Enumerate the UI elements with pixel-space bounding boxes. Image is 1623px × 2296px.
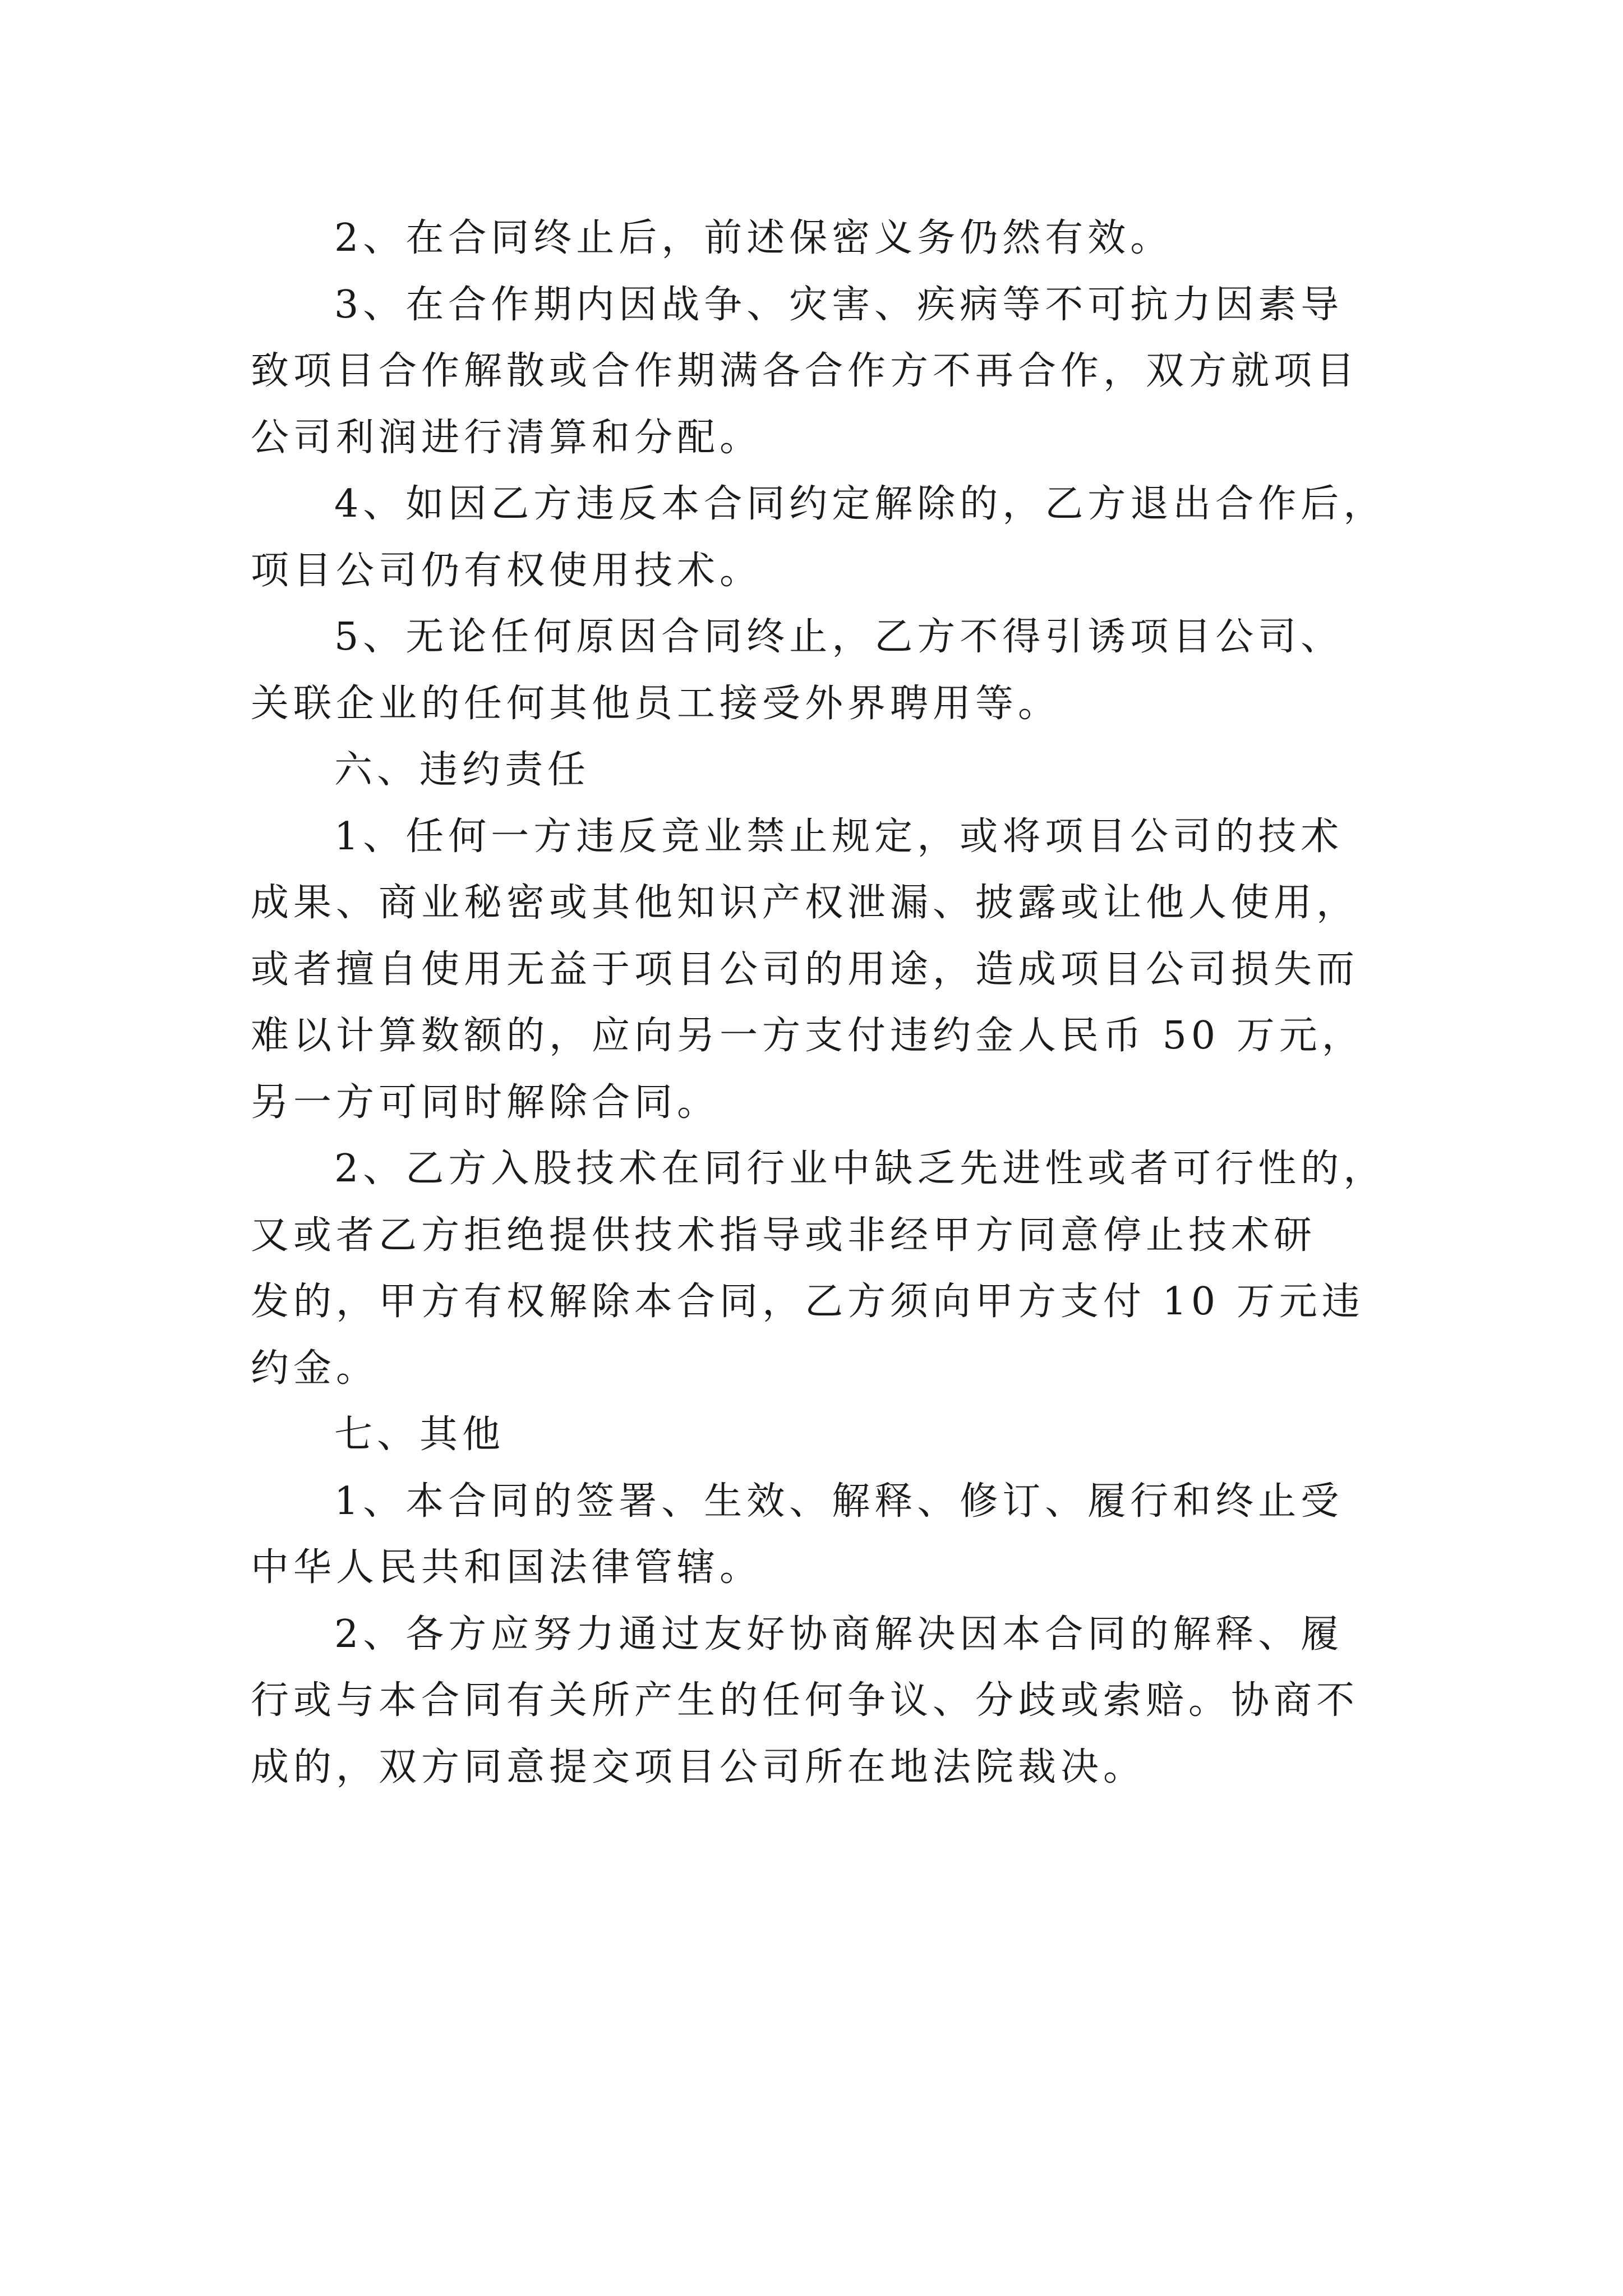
text-line: 行或与本合同有关所产生的任何争议、分歧或索赔。协商不	[251, 1678, 1359, 1723]
text-line: 关联企业的任何其他员工接受外界聘用等。	[251, 681, 1061, 726]
text-line: 5、无论任何原因合同终止，乙方不得引诱项目公司、	[334, 615, 1344, 659]
text-line: 2、在合同终止后，前述保密义务仍然有效。	[334, 216, 1173, 260]
paragraph	[251, 1602, 1384, 1801]
paragraph	[251, 471, 1384, 604]
text-line: 公司利润进行清算和分配。	[251, 415, 763, 460]
text-line: 2、乙方入股技术在同行业中缺乏先进性或者可行性的，	[334, 1147, 1386, 1191]
section-heading	[251, 737, 1384, 804]
text-line: 1、本合同的签署、生效、解释、修订、履行和终止受	[334, 1479, 1344, 1524]
text-line: 六、违约责任	[334, 748, 591, 792]
text-line: 七、其他	[334, 1412, 505, 1457]
text-line: 致项目合作解散或合作期满各合作方不再合作，双方就项目	[251, 349, 1359, 393]
paragraph	[251, 1136, 1384, 1402]
text-line: 3、在合作期内因战争、灾害、疾病等不可抗力因素导	[334, 282, 1344, 327]
text-line: 1、任何一方违反竞业禁止规定，或将项目公司的技术	[334, 814, 1344, 859]
text-line: 项目公司仍有权使用技术。	[251, 548, 763, 593]
text-line: 或者擅自使用无益于项目公司的用途，造成项目公司损失而	[251, 947, 1359, 992]
paragraph	[251, 804, 1384, 1137]
paragraph	[251, 205, 1384, 272]
paragraph	[251, 604, 1384, 737]
text-line: 4、如因乙方违反本合同约定解除的，乙方退出合作后，	[334, 482, 1386, 526]
text-line: 另一方可同时解除合同。	[251, 1080, 720, 1125]
paragraph	[251, 1469, 1384, 1602]
document-body	[251, 205, 1384, 1801]
text-line: 又或者乙方拒绝提供技术指导或非经甲方同意停止技术研	[251, 1213, 1317, 1258]
text-line: 成的，双方同意提交项目公司所在地法院裁决。	[251, 1745, 1146, 1789]
text-line: 难以计算数额的，应向另一方支付违约金人民币 50 万元，	[251, 1014, 1364, 1058]
text-line: 成果、商业秘密或其他知识产权泄漏、披露或让他人使用，	[251, 881, 1359, 925]
section-heading	[251, 1402, 1384, 1469]
text-line: 约金。	[251, 1346, 379, 1391]
text-line: 2、各方应努力通过友好协商解决因本合同的解释、履	[334, 1612, 1344, 1657]
text-line: 中华人民共和国法律管辖。	[251, 1545, 763, 1590]
text-line: 发的，甲方有权解除本合同，乙方须向甲方支付 10 万元违	[251, 1280, 1364, 1324]
paragraph	[251, 272, 1384, 472]
